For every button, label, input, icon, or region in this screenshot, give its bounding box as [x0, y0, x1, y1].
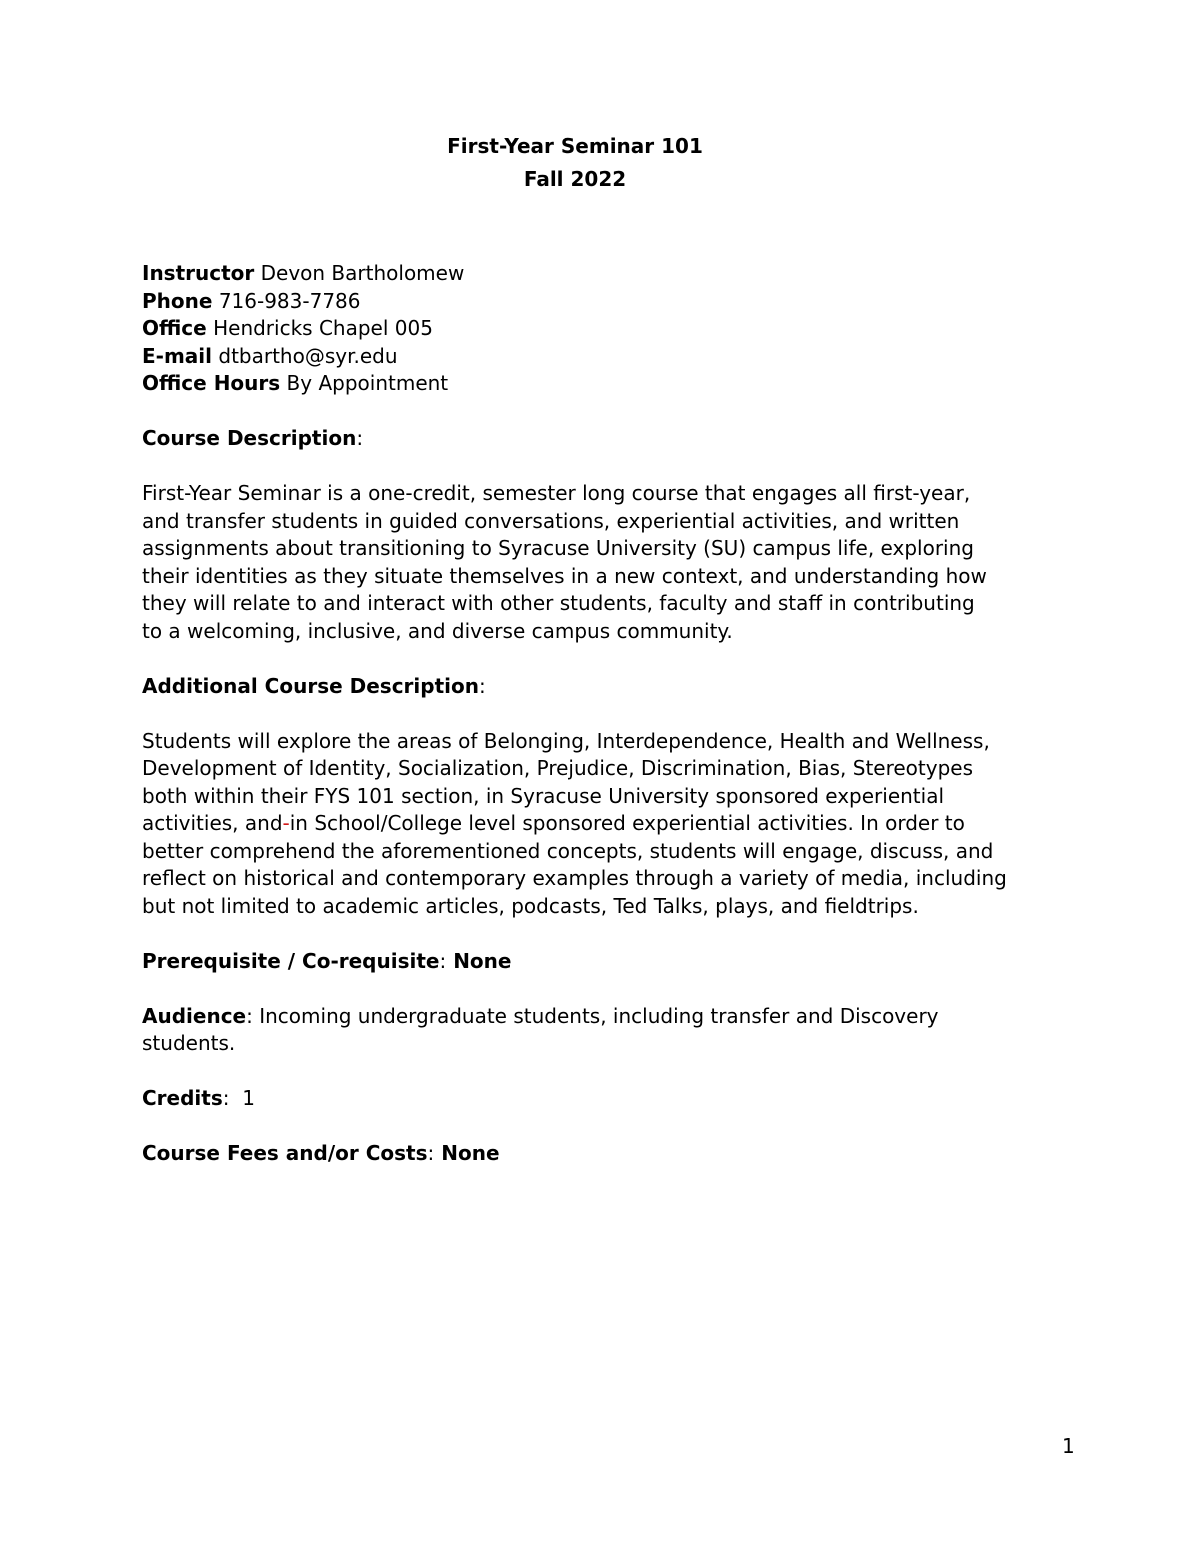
instructor-label: Instructor	[142, 261, 255, 285]
paragraph-line	[142, 810, 1072, 838]
paragraph-line: better comprehend the aforementioned concepts, students will engage, discuss, and	[142, 838, 994, 863]
office-line	[142, 315, 1072, 343]
paragraph-line: assignments about transitioning to Syracuse University (SU) campus life, exploring	[142, 536, 974, 560]
paragraph-line: but not limited to academic articles, podcasts, Ted Talks, plays, and fieldtrips.	[142, 893, 919, 918]
audience-block	[142, 1003, 1072, 1058]
office-label: Office	[142, 316, 207, 340]
course-term: Fall 2022	[523, 167, 627, 191]
instructor-value: Devon Bartholomew	[260, 261, 465, 285]
additional-description-heading-text: Additional Course Description	[142, 673, 479, 698]
course-description-heading-text: Course Description	[142, 426, 357, 450]
phone-line	[142, 288, 1072, 316]
prerequisite-label: Prerequisite / Co-requisite	[142, 948, 440, 973]
office-hours-value: By Appointment	[286, 371, 449, 395]
tracked-change-mark: -	[282, 811, 290, 835]
prerequisite-colon: :	[439, 948, 447, 973]
office-value: Hendricks Chapel 005	[213, 316, 433, 340]
course-description-heading	[142, 425, 1072, 453]
paragraph-line: and transfer students in guided conversations, experiential activities, and written	[142, 508, 960, 533]
title-block	[110, 130, 1040, 196]
paragraph-line: Students will explore the areas of Belonging, Interdependence, Health and Wellness,	[142, 728, 990, 753]
paragraph-line: First-Year Seminar is a one-credit, semester long course that engages all first-year,	[142, 481, 971, 505]
phone-label: Phone	[142, 288, 213, 313]
credits-label: Credits	[142, 1086, 223, 1110]
fees-line	[142, 1140, 1072, 1168]
audience-colon: :	[246, 1003, 253, 1028]
fees-value: None	[434, 1141, 500, 1165]
audience-label: Audience	[142, 1003, 247, 1028]
paragraph-line: to a welcoming, inclusive, and diverse campus community.	[142, 618, 733, 643]
audience-value: Incoming undergraduate students, including transfer and Discovery	[252, 1003, 939, 1028]
office-hours-label: Office Hours	[142, 371, 281, 395]
audience-line-2: students.	[142, 1031, 236, 1055]
prerequisite-value: None	[446, 948, 512, 973]
paragraph-line: both within their FYS 101 section, in Syracuse University sponsored experiential	[142, 783, 945, 808]
document-body	[142, 130, 1072, 1168]
paragraph-line: Development of Identity, Socialization, Prejudice, Discrimination, Bias, Stereotypes	[142, 756, 974, 780]
email-value: dtbartho@syr.edu	[218, 343, 398, 368]
email-label: E-mail	[142, 343, 213, 368]
page-number: 1	[1062, 1434, 1075, 1458]
paragraph-line: their identities as they situate themselves in a new context, and understanding how	[142, 563, 987, 588]
contact-info	[142, 260, 1072, 398]
credits-colon: :	[222, 1086, 230, 1110]
audience-line	[142, 1003, 1072, 1031]
additional-description-colon: :	[478, 673, 486, 698]
course-title: First-Year Seminar 101	[447, 134, 703, 158]
paragraph-line: reflect on historical and contemporary examples through a variety of media, including	[142, 866, 1007, 890]
prerequisite-line	[142, 948, 1072, 976]
paragraph-line: they will relate to and interact with other students, faculty and staff in contributing	[142, 591, 975, 615]
course-description-paragraph	[142, 480, 1072, 645]
credits-line	[142, 1085, 1072, 1113]
credits-value: 1	[229, 1086, 255, 1110]
additional-description-heading	[142, 673, 1072, 701]
fees-label: Course Fees and/or Costs	[142, 1141, 428, 1165]
instructor-line	[142, 260, 1072, 288]
line-segment: activities, and	[142, 811, 283, 835]
course-description-colon: :	[356, 426, 364, 450]
fees-colon: :	[427, 1141, 435, 1165]
email-line	[142, 343, 1072, 371]
additional-description-paragraph	[142, 728, 1072, 921]
office-hours-line	[142, 370, 1072, 398]
line-segment: in School/College level sponsored experiential activities. In order to	[289, 811, 965, 835]
phone-value: 716-983-7786	[218, 288, 361, 313]
